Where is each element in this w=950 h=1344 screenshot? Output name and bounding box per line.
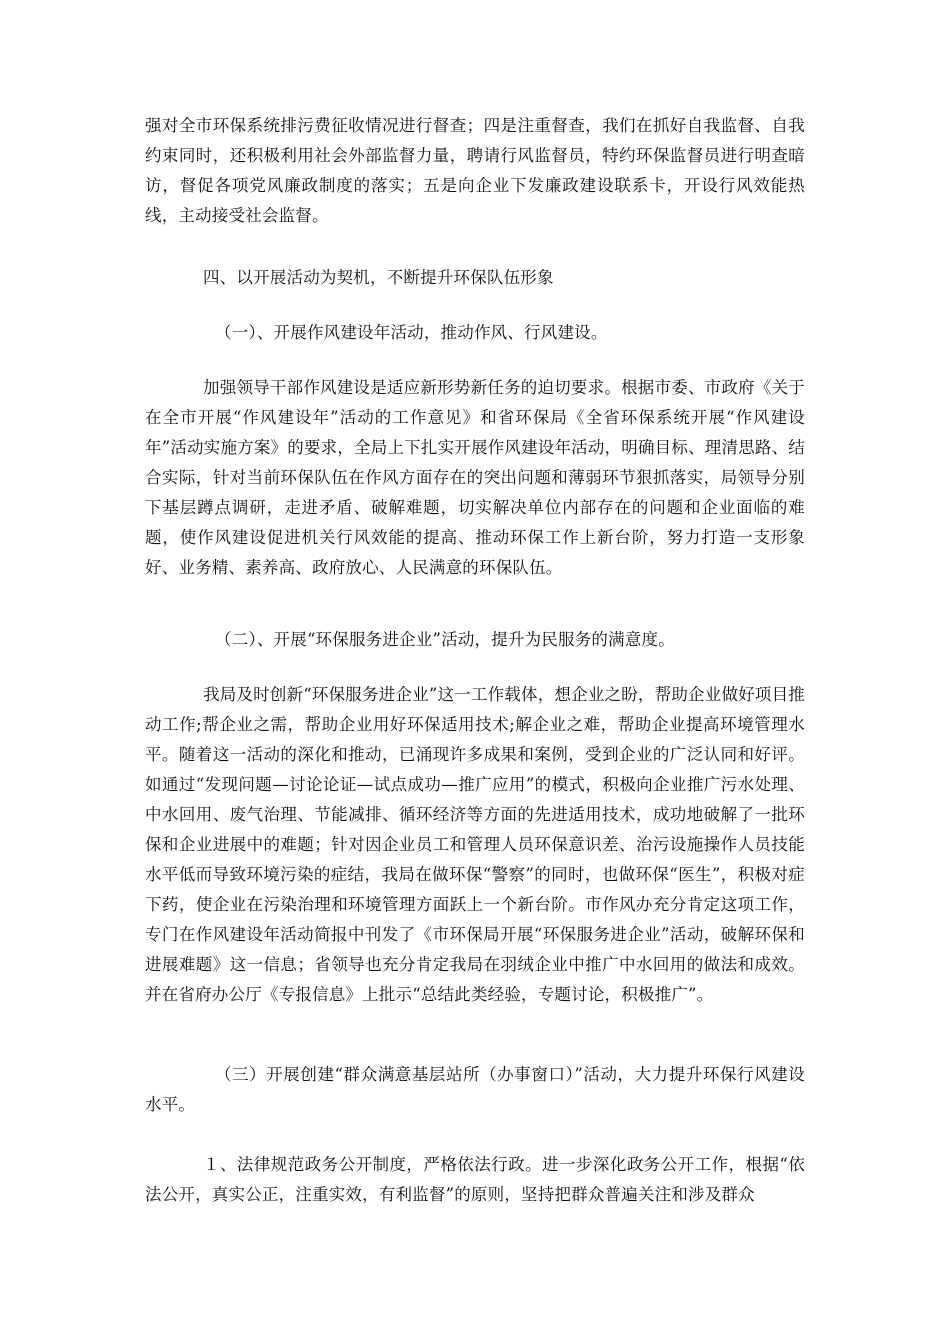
paragraph-service-enterprise (145, 680, 805, 1010)
paragraph-public-affairs-text: １、法律规范政务公开制度，严格依法行政。进一步深化政务公开工作，根据“依法公开，真实公正，注重实效，有利监督”的原则，坚持把群众普遍关注和涉及群众 (145, 1155, 805, 1204)
subheading-1-text: （一）、开展作风建设年活动，推动作风、行风建设。 (215, 323, 608, 342)
subheading-3-text: （三）开展创建“群众满意基层站所（办事窗口）”活动，大力提升环保行风建设水平。 (145, 1065, 805, 1114)
paragraph-style-building-text: 加强领导干部作风建设是适应新形势新任务的迫切要求。根据市委、市政府《关于在全市开展“作风建设年”活动的工作意见》和省环保局《全省环保系统开展“作风建设年”活动实施方案》的要求，全局上下扎实开展作风建设年活动，明确目标、理清思路、结合实际，针对当前环保队伍在作风方面存在的突出问题和薄弱环节狠抓落实，局领导分别下基层蹲点调研，走进矛盾、破解难题，切实解决单位内部存在的问题和企业面临的难题，使作风建设促进机关行风效能的提高、推动环保工作上新台阶，努力打造一支形象好、业务精、素养高、政府放心、人民满意的环保队伍。 (145, 378, 805, 577)
subheading-2-text: （二）、开展“环保服务进企业”活动，提升为民服务的满意度。 (215, 630, 675, 649)
section-heading-4 (145, 263, 805, 293)
paragraph-style-building (145, 373, 805, 583)
subheading-1 (145, 318, 805, 348)
subheading-3 (145, 1060, 805, 1120)
paragraph-supervision (145, 111, 805, 231)
paragraph-service-enterprise-text: 我局及时创新“环保服务进企业”这一工作载体，想企业之盼，帮助企业做好项目推动工作;帮企业之需，帮助企业用好环保适用技术;解企业之难，帮助企业提高环境管理水平。随着这一活动的深化和推动，已涌现许多成果和案例，受到企业的广泛认同和好评。如通过“发现问题—讨论论证—试点成功—推广应用”的模式，积极向企业推广污水处理、中水回用、废气治理、节能减排、循环经济等方面的先进适用技术，成功地破解了一批环保和企业进展中的难题；针对因企业员工和管理人员环保意识差、治污设施操作人员技能水平低而导致环境污染的症结，我局在做环保“警察”的同时，也做环保“医生”，积极对症下药，使企业在污染治理和环境管理方面跃上一个新台阶。市作风办充分肯定这项工作，专门在作风建设年活动简报中刊发了《市环保局开展“环保服务进企业”活动，破解环保和进展难题》这一信息；省领导也充分肯定我局在羽绒企业中推广中水回用的做法和成效。并在省府办公厅《专报信息》上批示“总结此类经验，专题讨论，积极推广”。 (145, 685, 805, 1004)
paragraph-supervision-text: 强对全市环保系统排污费征收情况进行督查；四是注重督查，我们在抓好自我监督、自我约束同时，还积极利用社会外部监督力量，聘请行风监督员，特约环保监督员进行明查暗访，督促各项党风廉政制度的落实；五是向企业下发廉政建设联系卡，开设行风效能热线，主动接受社会监督。 (145, 116, 805, 225)
subheading-2 (145, 625, 805, 655)
paragraph-public-affairs (145, 1150, 805, 1210)
section-heading-4-text: 四、以开展活动为契机，不断提升环保队伍形象 (203, 268, 554, 287)
